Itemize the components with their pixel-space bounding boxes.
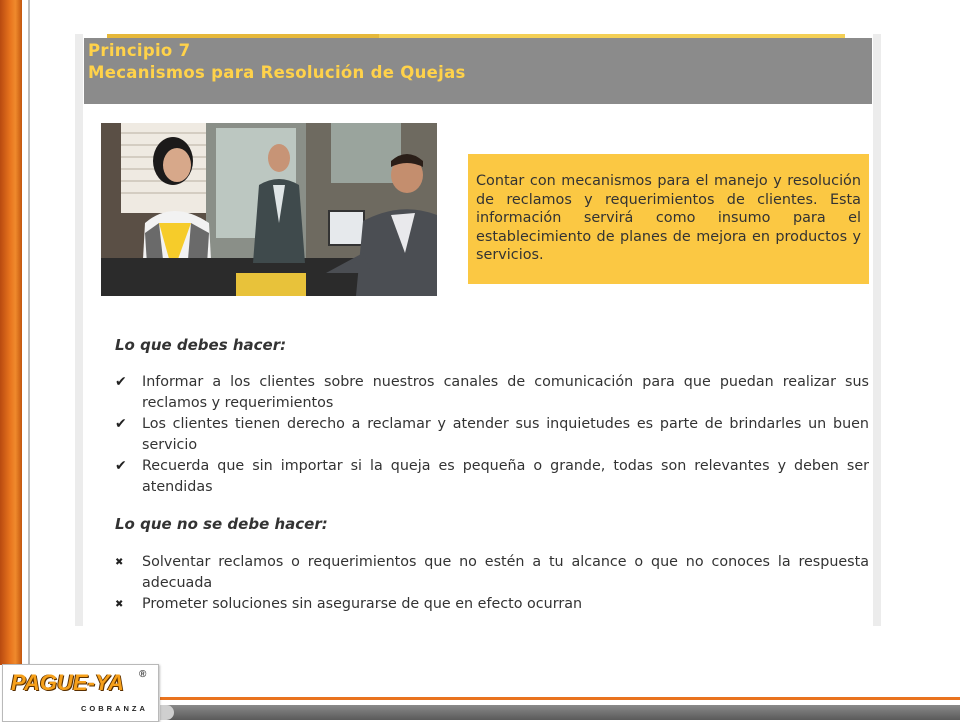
list-item [115, 594, 869, 615]
do-item-text: Recuerda que sin importar si la queja es pequeña o grande, todas son relevantes y deben ser atendidas [142, 458, 869, 495]
do-item-text: Los clientes tienen derecho a reclamar y atender sus inquietudes es parte de brindarles un buen servicio [142, 416, 869, 453]
dont-heading: Lo que no se debe hacer: [115, 515, 328, 533]
photo-illustration [101, 123, 437, 296]
do-item-text: Informar a los clientes sobre nuestros canales de comunicación para que puedan realizar sus reclamos y requerimientos [142, 374, 869, 411]
check-icon: ✔ [115, 374, 127, 390]
registered-mark: ® [139, 669, 147, 680]
footer-orange-line [160, 697, 960, 700]
check-icon: ✔ [115, 458, 127, 474]
logo-subtitle: COBRANZA [81, 704, 148, 713]
do-list [115, 372, 869, 498]
cross-icon: ✖ [115, 557, 124, 568]
list-item [115, 372, 869, 414]
do-heading: Lo que debes hacer: [115, 336, 287, 354]
principle-description: Contar con mecanismos para el manejo y resolución de reclamos y requerimientos de clientes. Esta información servirá como insumo para el establecimiento de planes de mejora en productos y servicios. [476, 173, 861, 263]
logo-wordmark: PAGUE-YA [11, 670, 124, 695]
list-item [115, 456, 869, 498]
title-bar [84, 38, 872, 104]
cross-icon: ✖ [115, 599, 124, 610]
list-item [115, 414, 869, 456]
dont-item-text: Solventar reclamos o requerimientos que no estén a tu alcance o que no conoces la respuesta adecuada [142, 554, 869, 591]
dont-list [115, 552, 869, 615]
footer-gray-bar [160, 705, 960, 720]
principle-description-box [468, 154, 869, 284]
dont-item-text: Prometer soluciones sin asegurarse de que en efecto ocurran [142, 596, 583, 612]
pague-ya-logo [2, 664, 159, 722]
check-icon: ✔ [115, 416, 127, 432]
left-divider-line [28, 0, 30, 665]
left-orange-rail [0, 0, 22, 665]
principle-number: Principio 7 [88, 41, 191, 60]
list-item [115, 552, 869, 594]
page-title: Mecanismos para Resolución de Quejas [88, 63, 466, 82]
customer-service-photo [101, 123, 437, 296]
